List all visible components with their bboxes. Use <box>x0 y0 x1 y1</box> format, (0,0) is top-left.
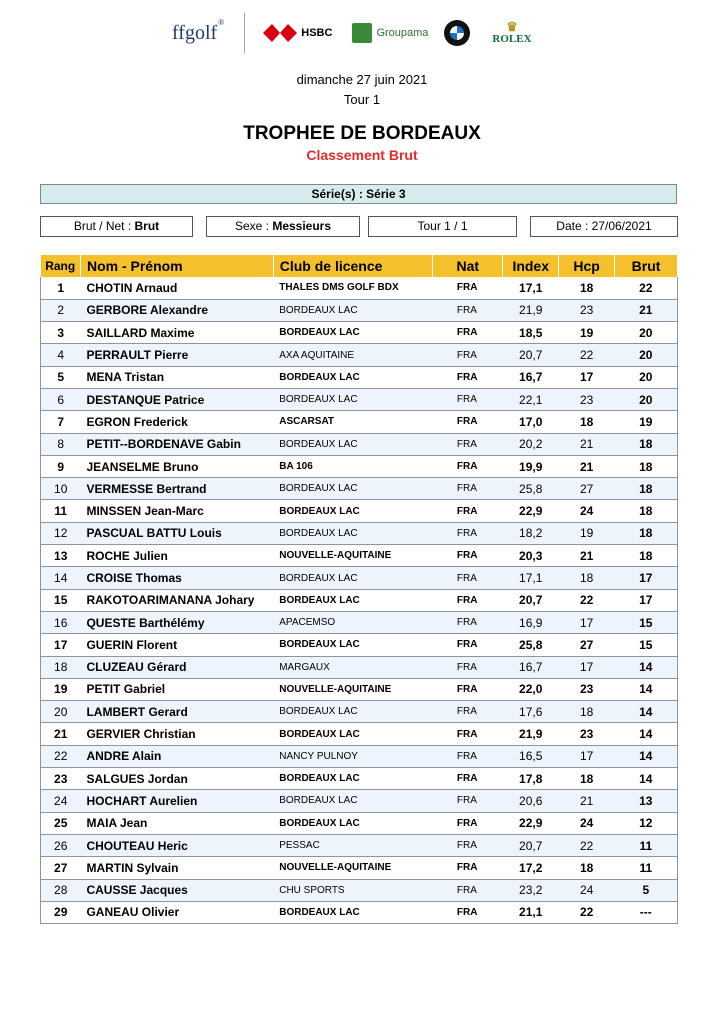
cell-nom: CAUSSE Jacques <box>80 879 273 901</box>
cell-club: BORDEAUX LAC <box>273 522 433 544</box>
cell-club: BORDEAUX LAC <box>273 388 433 410</box>
cell-club: BORDEAUX LAC <box>273 500 433 522</box>
cell-nom: DESTANQUE Patrice <box>80 388 273 410</box>
table-row <box>41 522 678 544</box>
cell-rang: 5 <box>41 366 81 388</box>
date-box: Date : 27/06/2021 <box>530 216 678 237</box>
cell-index: 20,7 <box>503 834 559 856</box>
sexe-label: Sexe : <box>234 219 269 233</box>
groupama-leaf-icon <box>352 23 372 43</box>
cell-brut: 18 <box>615 522 678 544</box>
column-header-nat: Nat <box>433 255 503 277</box>
cell-brut: 14 <box>615 723 678 745</box>
cell-index: 17,1 <box>503 277 559 299</box>
cell-nom: RAKOTOARIMANANA Johary <box>80 589 273 611</box>
table-row <box>41 500 678 522</box>
cell-nat: FRA <box>433 411 503 433</box>
cell-nat: FRA <box>433 701 503 723</box>
cell-club: BORDEAUX LAC <box>273 901 433 923</box>
cell-nat: FRA <box>433 678 503 700</box>
cell-rang: 20 <box>41 701 81 723</box>
table-row <box>41 745 678 767</box>
cell-club: BORDEAUX LAC <box>273 322 433 344</box>
cell-club: ASCARSAT <box>273 411 433 433</box>
table-row <box>41 790 678 812</box>
table-row <box>41 299 678 321</box>
sponsor-banner <box>156 6 576 60</box>
cell-brut: 14 <box>615 768 678 790</box>
cell-rang: 15 <box>41 589 81 611</box>
cell-index: 25,8 <box>503 634 559 656</box>
ffgolf-logo <box>172 17 225 45</box>
cell-hcp: 17 <box>559 745 615 767</box>
column-header-nom: Nom - Prénom <box>80 255 273 277</box>
cell-index: 17,0 <box>503 411 559 433</box>
cell-nom: MAIA Jean <box>80 812 273 834</box>
cell-rang: 1 <box>41 277 81 299</box>
cell-brut: 18 <box>615 545 678 567</box>
hsbc-hexagon-icon <box>263 24 297 42</box>
cell-rang: 18 <box>41 656 81 678</box>
cell-hcp: 22 <box>559 589 615 611</box>
cell-nat: FRA <box>433 857 503 879</box>
cell-nom: CROISE Thomas <box>80 567 273 589</box>
cell-rang: 8 <box>41 433 81 455</box>
cell-club: BORDEAUX LAC <box>273 478 433 500</box>
table-row <box>41 455 678 477</box>
bmw-logo-icon <box>444 20 470 46</box>
cell-hcp: 19 <box>559 522 615 544</box>
cell-nat: FRA <box>433 277 503 299</box>
cell-nat: FRA <box>433 500 503 522</box>
cell-index: 17,2 <box>503 857 559 879</box>
table-row <box>41 879 678 901</box>
cell-hcp: 18 <box>559 768 615 790</box>
cell-hcp: 22 <box>559 901 615 923</box>
cell-club: APACEMSO <box>273 611 433 633</box>
cell-index: 20,3 <box>503 545 559 567</box>
cell-index: 17,8 <box>503 768 559 790</box>
table-row <box>41 656 678 678</box>
column-header-brut: Brut <box>615 255 678 277</box>
table-row <box>41 701 678 723</box>
cell-hcp: 23 <box>559 388 615 410</box>
cell-brut: 20 <box>615 322 678 344</box>
cell-nat: FRA <box>433 567 503 589</box>
cell-club: BORDEAUX LAC <box>273 790 433 812</box>
cell-rang: 7 <box>41 411 81 433</box>
cell-brut: 11 <box>615 857 678 879</box>
cell-club: BORDEAUX LAC <box>273 701 433 723</box>
column-header-hcp: Hcp <box>559 255 615 277</box>
logo-separator <box>244 13 245 53</box>
table-row <box>41 366 678 388</box>
cell-nom: PERRAULT Pierre <box>80 344 273 366</box>
rolex-logo-text: ROLEX <box>492 33 532 45</box>
cell-club: BORDEAUX LAC <box>273 433 433 455</box>
cell-brut: 18 <box>615 433 678 455</box>
table-row <box>41 388 678 410</box>
cell-nom: JEANSELME Bruno <box>80 455 273 477</box>
cell-brut: 11 <box>615 834 678 856</box>
cell-club: BORDEAUX LAC <box>273 299 433 321</box>
cell-brut: 14 <box>615 678 678 700</box>
cell-rang: 21 <box>41 723 81 745</box>
cell-brut: 14 <box>615 656 678 678</box>
cell-index: 20,7 <box>503 589 559 611</box>
results-body <box>41 277 678 924</box>
cell-hcp: 24 <box>559 879 615 901</box>
brut-net-label: Brut / Net : <box>73 219 132 233</box>
cell-club: BORDEAUX LAC <box>273 812 433 834</box>
cell-index: 23,2 <box>503 879 559 901</box>
page-title: TROPHEE DE BORDEAUX <box>243 123 481 144</box>
cell-nat: FRA <box>433 522 503 544</box>
cell-rang: 16 <box>41 611 81 633</box>
groupama-logo <box>352 23 428 43</box>
cell-club: BA 106 <box>273 455 433 477</box>
cell-hcp: 18 <box>559 857 615 879</box>
cell-index: 20,6 <box>503 790 559 812</box>
cell-club: BORDEAUX LAC <box>273 768 433 790</box>
cell-brut: 19 <box>615 411 678 433</box>
groupama-logo-text: Groupama <box>376 27 429 39</box>
brut-net-value: Brut <box>134 219 160 233</box>
cell-club: BORDEAUX LAC <box>273 589 433 611</box>
cell-nom: SAILLARD Maxime <box>80 322 273 344</box>
table-row <box>41 634 678 656</box>
cell-rang: 6 <box>41 388 81 410</box>
rolex-logo <box>492 21 531 45</box>
cell-rang: 4 <box>41 344 81 366</box>
cell-index: 17,6 <box>503 701 559 723</box>
cell-nom: QUESTE Barthélémy <box>80 611 273 633</box>
cell-index: 22,0 <box>503 678 559 700</box>
cell-club: AXA AQUITAINE <box>273 344 433 366</box>
cell-nom: PETIT--BORDENAVE Gabin <box>80 433 273 455</box>
cell-nat: FRA <box>433 455 503 477</box>
cell-hcp: 23 <box>559 299 615 321</box>
cell-club: NOUVELLE-AQUITAINE <box>273 857 433 879</box>
cell-hcp: 17 <box>559 611 615 633</box>
column-header-club: Club de licence <box>273 255 433 277</box>
cell-index: 18,5 <box>503 322 559 344</box>
cell-hcp: 19 <box>559 322 615 344</box>
cell-hcp: 23 <box>559 678 615 700</box>
table-row <box>41 723 678 745</box>
cell-nat: FRA <box>433 299 503 321</box>
cell-club: MARGAUX <box>273 656 433 678</box>
cell-rang: 29 <box>41 901 81 923</box>
cell-brut: 15 <box>615 634 678 656</box>
cell-nat: FRA <box>433 366 503 388</box>
cell-nat: FRA <box>433 723 503 745</box>
ffgolf-logo-text: ffgolf <box>172 21 218 44</box>
cell-nat: FRA <box>433 768 503 790</box>
cell-brut: 14 <box>615 701 678 723</box>
cell-hcp: 24 <box>559 812 615 834</box>
cell-rang: 14 <box>41 567 81 589</box>
table-row <box>41 857 678 879</box>
cell-nat: FRA <box>433 433 503 455</box>
table-header-row <box>41 255 678 277</box>
cell-club: BORDEAUX LAC <box>273 567 433 589</box>
cell-brut: --- <box>615 901 678 923</box>
cell-index: 16,9 <box>503 611 559 633</box>
tour-box: Tour 1 / 1 <box>368 216 517 237</box>
table-row <box>41 678 678 700</box>
cell-brut: 21 <box>615 299 678 321</box>
table-row <box>41 411 678 433</box>
cell-nat: FRA <box>433 834 503 856</box>
column-header-index: Index <box>503 255 559 277</box>
cell-rang: 2 <box>41 299 81 321</box>
cell-hcp: 27 <box>559 478 615 500</box>
sexe-box <box>206 216 360 237</box>
cell-brut: 22 <box>615 277 678 299</box>
cell-nat: FRA <box>433 790 503 812</box>
cell-index: 16,5 <box>503 745 559 767</box>
cell-club: NOUVELLE-AQUITAINE <box>273 545 433 567</box>
cell-rang: 9 <box>41 455 81 477</box>
ffgolf-registered-mark: ® <box>218 17 225 27</box>
cell-index: 19,9 <box>503 455 559 477</box>
cell-hcp: 27 <box>559 634 615 656</box>
cell-hcp: 23 <box>559 723 615 745</box>
cell-nat: FRA <box>433 745 503 767</box>
cell-hcp: 21 <box>559 433 615 455</box>
cell-index: 22,9 <box>503 500 559 522</box>
cell-club: NANCY PULNOY <box>273 745 433 767</box>
cell-index: 17,1 <box>503 567 559 589</box>
table-row <box>41 567 678 589</box>
cell-rang: 25 <box>41 812 81 834</box>
cell-rang: 19 <box>41 678 81 700</box>
cell-rang: 10 <box>41 478 81 500</box>
cell-nat: FRA <box>433 656 503 678</box>
series-banner: Série(s) : Série 3 <box>40 184 677 204</box>
cell-brut: 20 <box>615 388 678 410</box>
crown-icon: ♛ <box>506 19 518 34</box>
cell-rang: 24 <box>41 790 81 812</box>
cell-nom: SALGUES Jordan <box>80 768 273 790</box>
cell-hcp: 24 <box>559 500 615 522</box>
cell-brut: 18 <box>615 500 678 522</box>
cell-rang: 12 <box>41 522 81 544</box>
cell-hcp: 18 <box>559 567 615 589</box>
cell-rang: 23 <box>41 768 81 790</box>
cell-nom: MENA Tristan <box>80 366 273 388</box>
cell-nat: FRA <box>433 388 503 410</box>
table-row <box>41 322 678 344</box>
cell-nat: FRA <box>433 879 503 901</box>
cell-nom: ANDRE Alain <box>80 745 273 767</box>
cell-index: 21,9 <box>503 299 559 321</box>
cell-hcp: 21 <box>559 790 615 812</box>
cell-index: 22,1 <box>503 388 559 410</box>
cell-nat: FRA <box>433 589 503 611</box>
cell-hcp: 18 <box>559 277 615 299</box>
cell-index: 21,9 <box>503 723 559 745</box>
table-row <box>41 768 678 790</box>
cell-nom: CHOUTEAU Heric <box>80 834 273 856</box>
table-row <box>41 611 678 633</box>
table-row <box>41 589 678 611</box>
cell-brut: 14 <box>615 745 678 767</box>
cell-hcp: 21 <box>559 455 615 477</box>
cell-nom: MARTIN Sylvain <box>80 857 273 879</box>
cell-nom: GERVIER Christian <box>80 723 273 745</box>
brut-net-box <box>40 216 193 237</box>
cell-rang: 3 <box>41 322 81 344</box>
cell-brut: 12 <box>615 812 678 834</box>
cell-nom: GERBORE Alexandre <box>80 299 273 321</box>
cell-club: CHU SPORTS <box>273 879 433 901</box>
cell-club: BORDEAUX LAC <box>273 634 433 656</box>
cell-nom: PASCUAL BATTU Louis <box>80 522 273 544</box>
cell-index: 16,7 <box>503 656 559 678</box>
cell-nom: HOCHART Aurelien <box>80 790 273 812</box>
cell-brut: 18 <box>615 478 678 500</box>
cell-nom: CLUZEAU Gérard <box>80 656 273 678</box>
table-row <box>41 834 678 856</box>
cell-hcp: 17 <box>559 656 615 678</box>
column-header-rang: Rang <box>41 255 81 277</box>
hsbc-logo <box>263 24 332 42</box>
cell-hcp: 22 <box>559 834 615 856</box>
cell-rang: 22 <box>41 745 81 767</box>
cell-index: 22,9 <box>503 812 559 834</box>
cell-club: THALES DMS GOLF BDX <box>273 277 433 299</box>
cell-brut: 5 <box>615 879 678 901</box>
cell-rang: 17 <box>41 634 81 656</box>
cell-nom: GUERIN Florent <box>80 634 273 656</box>
cell-nat: FRA <box>433 322 503 344</box>
cell-nom: GANEAU Olivier <box>80 901 273 923</box>
results-table <box>40 255 678 924</box>
cell-nom: ROCHE Julien <box>80 545 273 567</box>
table-row <box>41 478 678 500</box>
cell-nat: FRA <box>433 545 503 567</box>
cell-hcp: 17 <box>559 366 615 388</box>
cell-nom: VERMESSE Bertrand <box>80 478 273 500</box>
cell-nat: FRA <box>433 812 503 834</box>
cell-rang: 26 <box>41 834 81 856</box>
table-row <box>41 901 678 923</box>
cell-hcp: 22 <box>559 344 615 366</box>
cell-index: 16,7 <box>503 366 559 388</box>
cell-nat: FRA <box>433 901 503 923</box>
cell-rang: 27 <box>41 857 81 879</box>
cell-index: 25,8 <box>503 478 559 500</box>
table-row <box>41 433 678 455</box>
cell-brut: 20 <box>615 344 678 366</box>
cell-index: 18,2 <box>503 522 559 544</box>
sexe-value: Messieurs <box>272 219 332 233</box>
cell-brut: 13 <box>615 790 678 812</box>
cell-index: 21,1 <box>503 901 559 923</box>
event-date: dimanche 27 juin 2021 <box>296 72 428 87</box>
table-row <box>41 545 678 567</box>
cell-nat: FRA <box>433 344 503 366</box>
cell-rang: 28 <box>41 879 81 901</box>
cell-brut: 15 <box>615 611 678 633</box>
page-subtitle: Classement Brut <box>306 147 418 163</box>
cell-brut: 17 <box>615 589 678 611</box>
cell-club: PESSAC <box>273 834 433 856</box>
cell-nom: PETIT Gabriel <box>80 678 273 700</box>
cell-index: 20,2 <box>503 433 559 455</box>
cell-club: NOUVELLE-AQUITAINE <box>273 678 433 700</box>
cell-brut: 17 <box>615 567 678 589</box>
cell-club: BORDEAUX LAC <box>273 723 433 745</box>
cell-nom: CHOTIN Arnaud <box>80 277 273 299</box>
table-row <box>41 277 678 299</box>
cell-hcp: 18 <box>559 701 615 723</box>
cell-rang: 11 <box>41 500 81 522</box>
hsbc-logo-text: HSBC <box>301 27 333 39</box>
event-tour: Tour 1 <box>343 92 381 107</box>
table-row <box>41 812 678 834</box>
cell-brut: 20 <box>615 366 678 388</box>
cell-club: BORDEAUX LAC <box>273 366 433 388</box>
cell-hcp: 21 <box>559 545 615 567</box>
cell-nom: LAMBERT Gerard <box>80 701 273 723</box>
cell-nat: FRA <box>433 478 503 500</box>
cell-nom: MINSSEN Jean-Marc <box>80 500 273 522</box>
cell-nat: FRA <box>433 611 503 633</box>
cell-brut: 18 <box>615 455 678 477</box>
cell-index: 20,7 <box>503 344 559 366</box>
cell-hcp: 18 <box>559 411 615 433</box>
cell-nom: EGRON Frederick <box>80 411 273 433</box>
cell-nat: FRA <box>433 634 503 656</box>
table-row <box>41 344 678 366</box>
cell-rang: 13 <box>41 545 81 567</box>
